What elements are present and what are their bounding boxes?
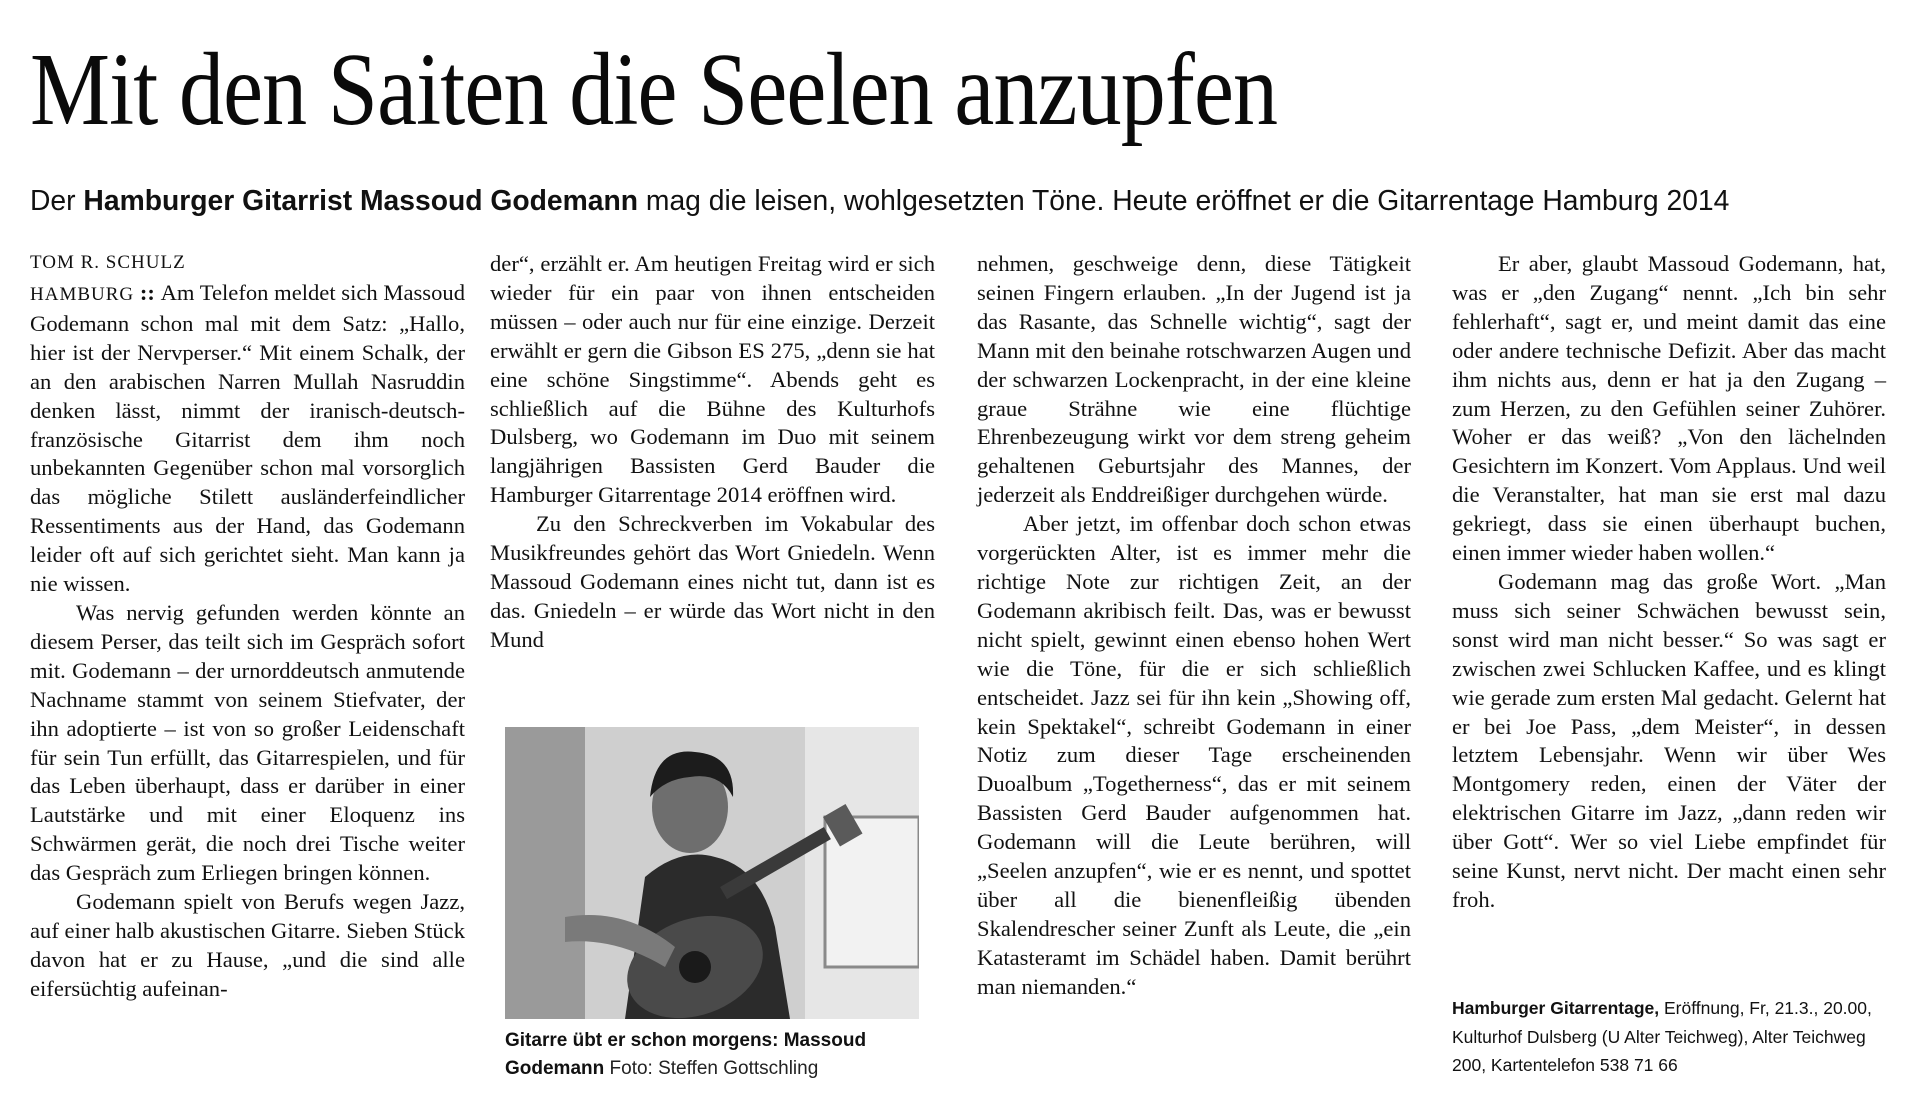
event-title: Hamburger Gitarrentage, xyxy=(1452,998,1660,1018)
paragraph: Godemann mag das große Wort. „Man muss sich seiner Schwächen bewusst sein, sonst wird man nicht besser.“ So was sagt er zwischen zwei Schlucken Kaffee, und es klingt wie gerade zum ersten Mal gedacht. Gelernt hat er bei Joe Pass, „dem Meister“, in dessen letztem Lebensjahr. Wenn wir über Wes Montgomery reden, einen der Väter der elektrischen Gitarre im Jazz, „dann reden wir über Gott“. Wer so viel Liebe empfindet für seine Kunst, nervt nicht. Der macht einen sehr froh. xyxy=(1452,568,1886,912)
paragraph-text: Am Telefon meldet sich Massoud Godemann schon mal mit dem Satz: „Hallo, hier ist der Nervperser.“ Mit einem Schalk, der an den arabischen Narren Mullah Nasruddin denken lässt, nimmt der iranisch-deutsch-französische Gitarrist dem ihm noch unbekannten Gegenüber schon mal vorsorglich das mögliche Stilett ausländerfeindlicher Ressentiments aus der Hand, das Godemann leider oft auf sich gerichtet sieht. Man kann ja nie wissen. xyxy=(30,280,465,597)
paragraph: nehmen, geschweige denn, diese Tätigkeit seinen Fingern erlauben. „In der Jugend ist ja das Rasante, das Schnelle wichtig“, sagt der Mann mit den beinahe rotschwarzen Augen und der schwarzen Lockenpracht, in der eine kleine graue Strähne wie eine flüchtige Ehrenbezeugung wirkt vor dem streng geheim gehaltenen Geburtsjahr des Mannes, der jederzeit als Enddreißiger durchgehen würde. xyxy=(977,251,1411,508)
dateline-marker: :: xyxy=(134,280,161,305)
subheadline-text-start: Der xyxy=(30,185,84,217)
column-4 xyxy=(1452,250,1886,915)
paragraph: Aber jetzt, im offenbar doch schon etwas vorgerückten Alter, ist es immer mehr die richtige Note zur richtigen Zeit, an der Godemann akribisch feilt. Das, was er bewusst nicht spielt, gewinnt einen ebenso hohen Wert wie die Töne, für die er sich schließlich entscheidet. Jazz sei für ihn kein „Showing off, kein Spektakel“, schreibt Godemann in einer Notiz zum dieser Tage erscheinenden Duoalbum „Togetherness“, das er mit seinem Bassisten Gerd Bauder aufgenommen hat. Godemann will die Leute berühren, will „Seelen anzupfen“, wie er es nennt, und spottet über all die bienenfleißig übenden Skalendrescher seiner Zunft als Leute, die „ein Katasteramt im Schädel haben. Damit berührt man niemanden.“ xyxy=(977,511,1411,999)
photo-caption xyxy=(505,1027,935,1083)
paragraph: Was nervig gefunden werden könnte an diesem Perser, das teilt sich im Gespräch sofort mit. Godemann – der urnorddeutsch anmutende Nachname stammt von seinem Stiefvater, der ihn adoptierte – ist von so großer Leidenschaft für sein Tun erfüllt, das Gitarrespielen, und für das Leben überhaupt, dass er darüber in einer Lautstärke und mit einer Eloquenz ins Schwärmen gerät, die noch drei Tische weiter das Gespräch zum Erliegen bringen können. xyxy=(30,599,465,886)
paragraph: der“, erzählt er. Am heutigen Freitag wird er sich wieder für ein paar von ihnen entscheiden müssen – oder auch nur für eine einzige. Derzeit erwählt er gern die Gibson ES 275, „denn sie hat eine schöne Singstimme“. Abends geht es schließlich auf die Bühne des Kulturhofs Dulsberg, wo Godemann im Duo mit seinem langjährigen Bassisten Gerd Bauder die Hamburger Gitarrentage 2014 eröffnen wird. xyxy=(490,251,935,508)
photo-image xyxy=(505,727,919,1019)
column-1 xyxy=(30,279,465,1004)
column-2 xyxy=(490,250,935,655)
event-info-box xyxy=(1452,994,1886,1080)
photo-credit: Foto: Steffen Gottschling xyxy=(609,1058,819,1079)
caption-text: Gitarre übt er schon morgens: Massoud Godemann xyxy=(505,1030,867,1079)
subheadline-text-end: mag die leisen, wohlgesetzten Töne. Heute eröffnet er die Gitarrentage Hamburg 2014 xyxy=(638,185,1730,217)
headline: Mit den Saiten die Seelen anzupfen xyxy=(30,32,1278,147)
paragraph: Godemann spielt von Berufs wegen Jazz, auf einer halb akustischen Gitarre. Sieben Stück davon hat er zu Hause, „und die sind alle eifersüchtig aufeinan- xyxy=(30,889,465,1001)
paragraph: Er aber, glaubt Massoud Godemann, hat, was er „den Zugang“ nennt. „Ich bin sehr fehlerhaft“, sagt er, und meint damit das eine oder andere technische Defizit. Aber das macht ihm nichts aus, denn er hat ja den Zugang – zum Herzen, zu den Gefühlen seiner Zuhörer. Woher er das weiß? „Von den lächelnden Gesichtern im Konzert. Vom Applaus. Und weil die Veranstalter, hat man sie erst mal dazu gekriegt, dass sie einen überhaupt buchen, einen immer wieder haben wollen.“ xyxy=(1452,251,1886,566)
byline: TOM R. SCHULZ xyxy=(30,252,186,273)
paragraph xyxy=(30,279,465,599)
subheadline-bold: Hamburger Gitarrist Massoud Godemann xyxy=(83,185,639,217)
subheadline xyxy=(30,183,1873,219)
column-3 xyxy=(977,250,1411,1002)
paragraph: Zu den Schreckverben im Vokabular des Musikfreundes gehört das Wort Gniedeln. Wenn Massoud Godemann eines nicht tut, dann ist es das. Gniedeln – er würde das Wort nicht in den Mund xyxy=(490,511,935,652)
guitarist-photo xyxy=(505,727,919,1019)
event-details: Eröffnung, Fr, 21.3., 20.00, Kulturhof Dulsberg (U Alter Teichweg), Alter Teichweg 200, Kartentelefon 538 71 66 xyxy=(1452,998,1872,1075)
dateline: HAMBURG xyxy=(30,284,135,305)
